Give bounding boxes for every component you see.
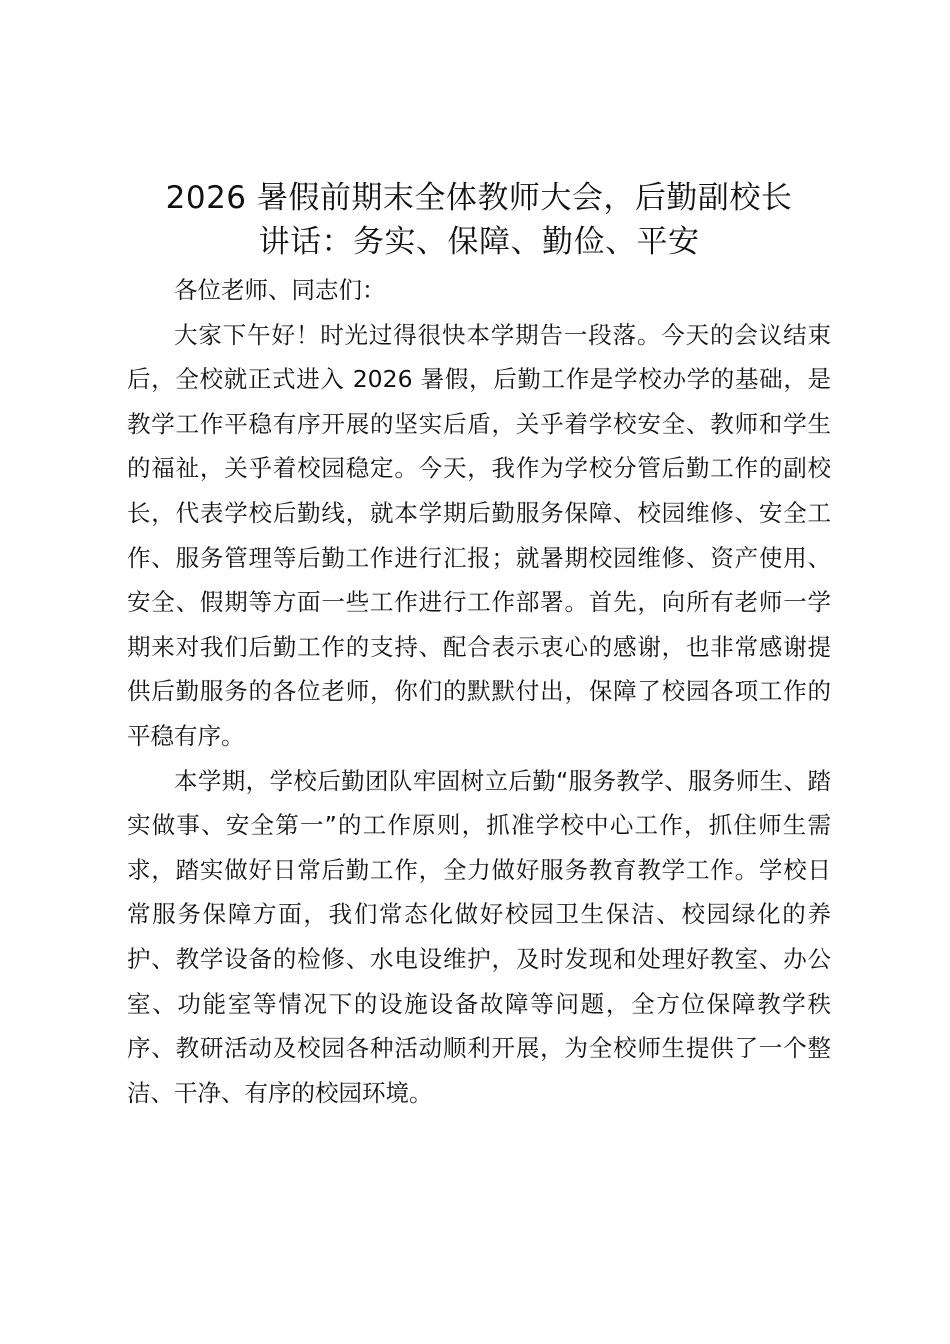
document-body [127,268,831,1115]
title-line-1: 2026 暑假前期末全体教师大会，后勤副校长 [165,180,793,216]
document-title [127,176,831,264]
salutation: 各位老师、同志们： [174,276,386,304]
paragraph-1: 大家下午好！时光过得很快本学期告一段落。今天的会议结束后，全校就正式进入 2026 暑假，后勤工作是学校办学的基础，是教学工作平稳有序开展的坚实后盾，关乎着学校安全、教师和学生的福祉，关乎着校园稳定。今天，我作为学校分管后勤工作的副校长，代表学校后勤线，就本学期后勤服务保障、校园维修、安全工作、服务管理等后勤工作进行汇报；就暑期校园维修、资产使用、安全、假期等方面一些工作进行工作部署。首先，向所有老师一学期来对我们后勤工作的支持、配合表示衷心的感谢，也非常感谢提供后勤服务的各位老师，你们的默默付出，保障了校园各项工作的平稳有序。 [127,320,831,750]
document-page [127,176,831,1115]
paragraph-2: 本学期，学校后勤团队牢固树立后勤“服务教学、服务师生、踏实做事、安全第一”的工作原则，抓准学校中心工作，抓住师生需求，踏实做好日常后勤工作，全力做好服务教育教学工作。学校日常服务保障方面，我们常态化做好校园卫生保洁、校园绿化的养护、教学设备的检修、水电设维护，及时发现和处理好教室、办公室、功能室等情况下的设施设备故障等问题，全方位保障教学秩序、教研活动及校园各种活动顺利开展，为全校师生提供了一个整洁、干净、有序的校园环境。 [127,766,831,1107]
title-line-2: 讲话：务实、保障、勤俭、平安 [258,224,700,260]
